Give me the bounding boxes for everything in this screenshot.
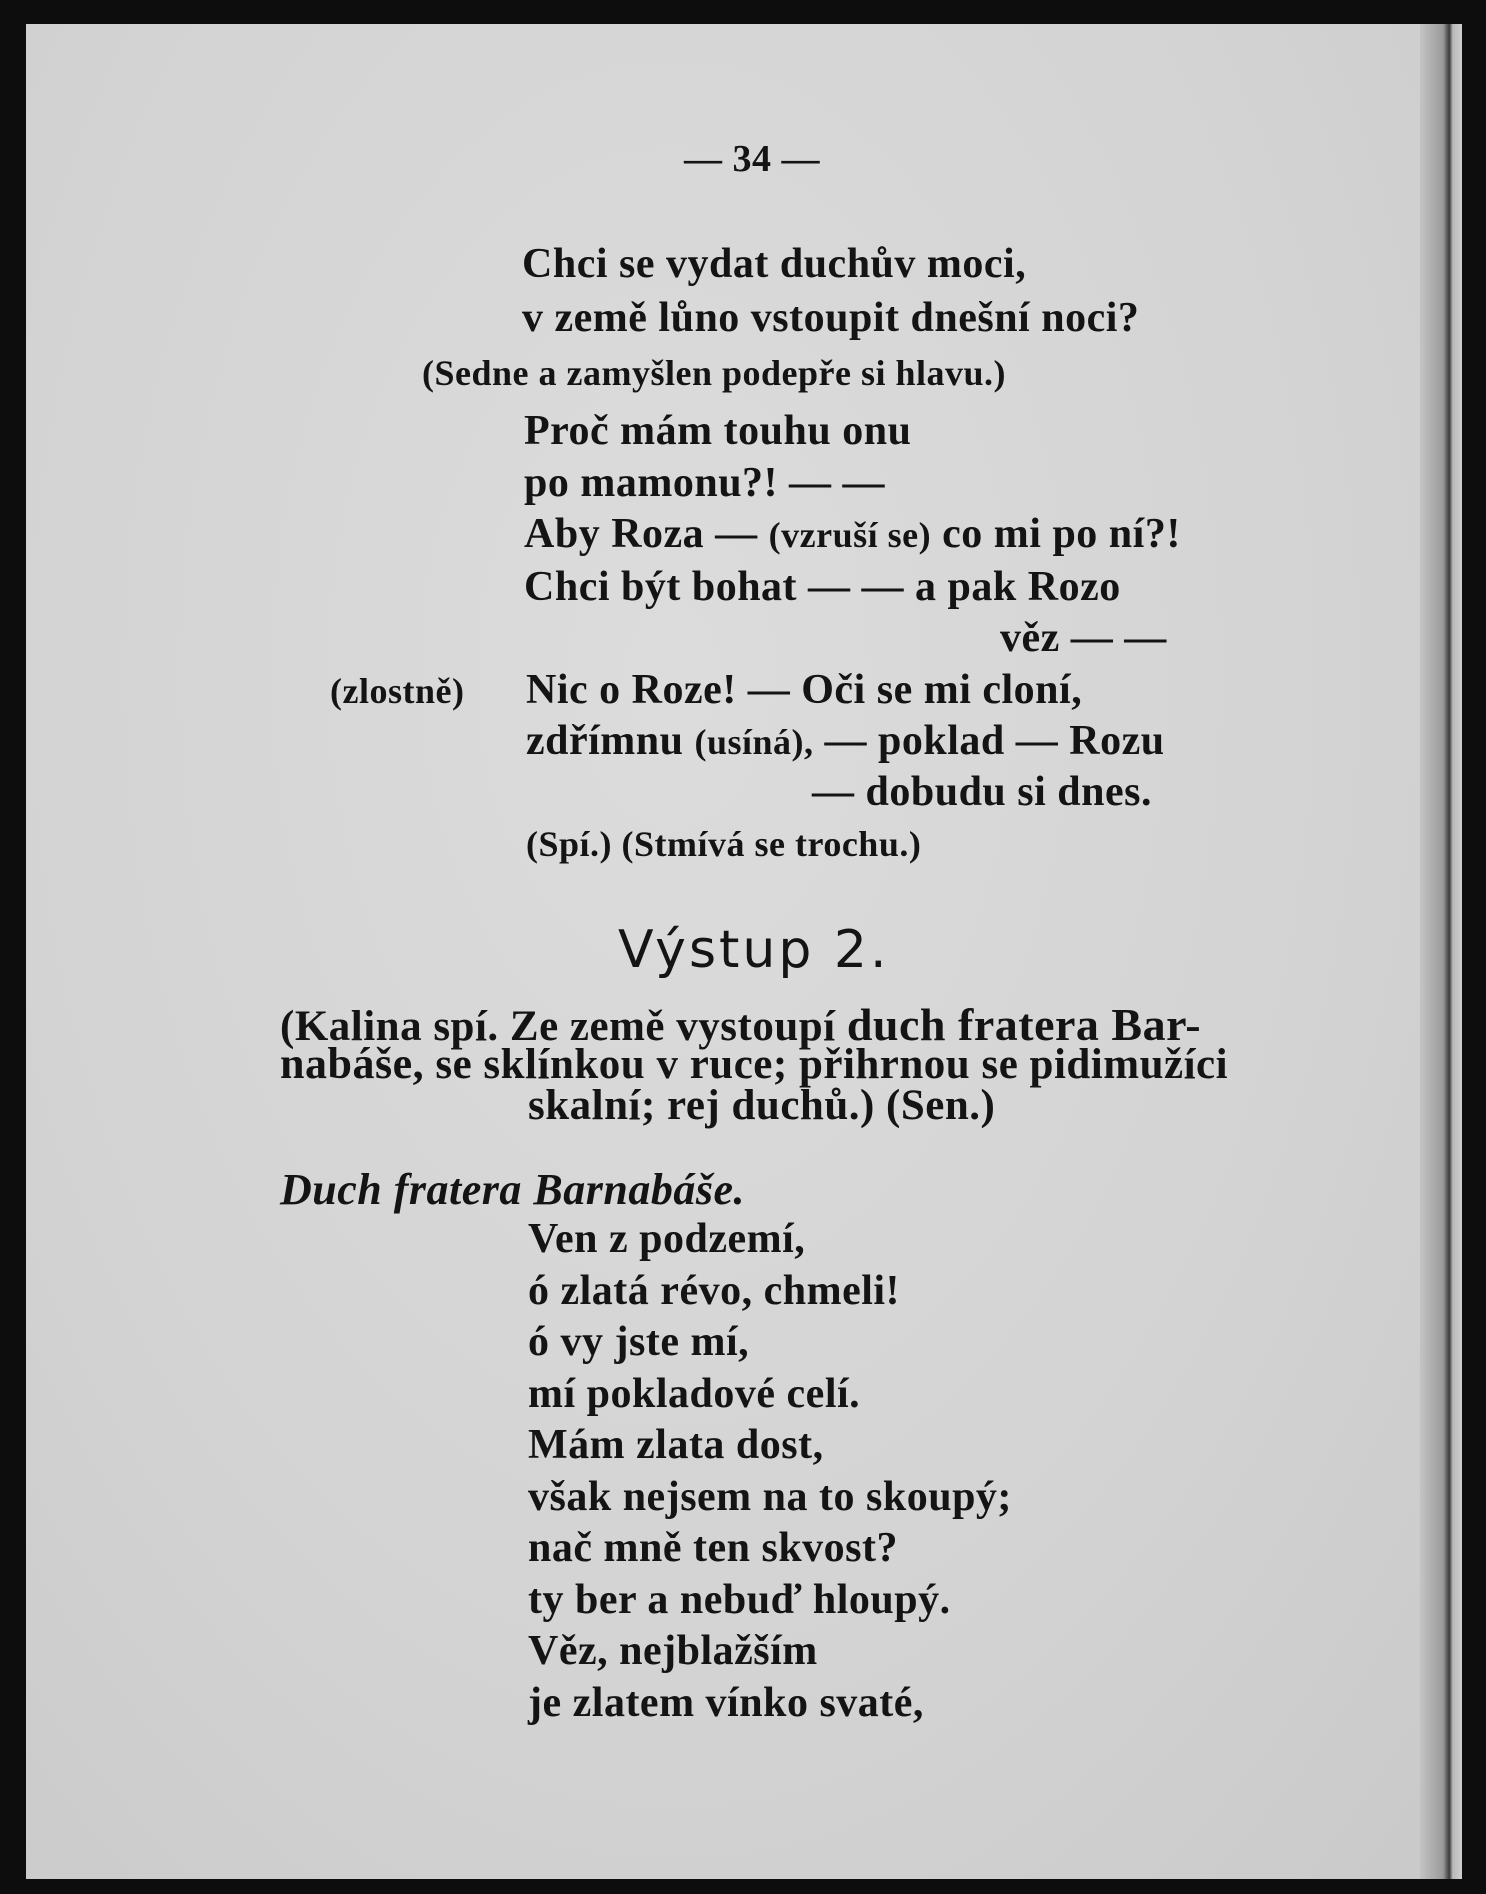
stage-direction: (usíná), xyxy=(694,722,814,762)
verse-line: po mamonu?! — — xyxy=(524,460,886,506)
stage-direction: (Sedne a zamyšlen podepře si hlavu.) xyxy=(422,353,1007,393)
verse-line: však nejsem na to skoupý; xyxy=(528,1474,1012,1520)
verse-text: Aby Roza — xyxy=(524,511,769,557)
scene-heading: Výstup 2. xyxy=(618,920,890,980)
verse-line: Proč mám touhu onu xyxy=(524,408,912,454)
verse-line: mí pokladové celí. xyxy=(528,1371,861,1417)
verse-line: Chci být bohat — — a pak Rozo xyxy=(524,564,1121,610)
page-number: — 34 — xyxy=(684,138,820,180)
verse-line: Mám zlata dost, xyxy=(528,1422,824,1468)
stage-direction: (Spí.) (Stmívá se trochu.) xyxy=(526,824,922,864)
character-name: duch fratera Bar- xyxy=(846,999,1202,1050)
verse-line: Ven z podzemí, xyxy=(528,1216,806,1262)
stage-direction: (vzruší se) xyxy=(768,515,932,555)
verse-line: Věz, nejblažším xyxy=(528,1628,818,1674)
character-name: nabáše, xyxy=(280,1039,425,1088)
verse-text: — poklad — Rozu xyxy=(813,718,1165,764)
verse-line: ty ber a nebuď hloupý. xyxy=(528,1577,951,1623)
verse-line: je zlatem vínko svaté, xyxy=(528,1680,924,1726)
verse-text: zdřímnu xyxy=(526,718,695,764)
verse-line: Chci se vydat duchův moci, xyxy=(522,241,1027,287)
speaker-name: Duch fratera Barnabáše. xyxy=(280,1165,745,1214)
verse-line: v země lůno vstoupit dnešní noci? xyxy=(522,295,1140,341)
scene-description-line: skalní; rej duchů.) (Sen.) xyxy=(528,1082,996,1129)
verse-line: ó vy jste mí, xyxy=(528,1319,750,1365)
verse-line xyxy=(526,720,1165,762)
verse-line: nač mně ten skvost? xyxy=(528,1525,899,1571)
verse-text: co mi po ní?! xyxy=(931,511,1181,557)
verse-line xyxy=(524,513,1181,555)
stage-direction: (zlostně) xyxy=(330,671,465,711)
book-gutter xyxy=(1420,24,1462,1879)
verse-line: věz — — xyxy=(1000,615,1167,661)
scene-description-line xyxy=(280,1039,1229,1088)
verse-line: ó zlatá révo, chmeli! xyxy=(528,1268,901,1314)
scene-text: se sklínkou v ruce; přihrnou se pidimužíci xyxy=(424,1041,1229,1088)
scene-text: (Kalina spí. Ze země vystoupí xyxy=(280,1003,847,1050)
verse-line: Nic o Roze! — Oči se mi cloní, xyxy=(526,667,1083,713)
verse-line: — dobudu si dnes. xyxy=(812,769,1153,815)
